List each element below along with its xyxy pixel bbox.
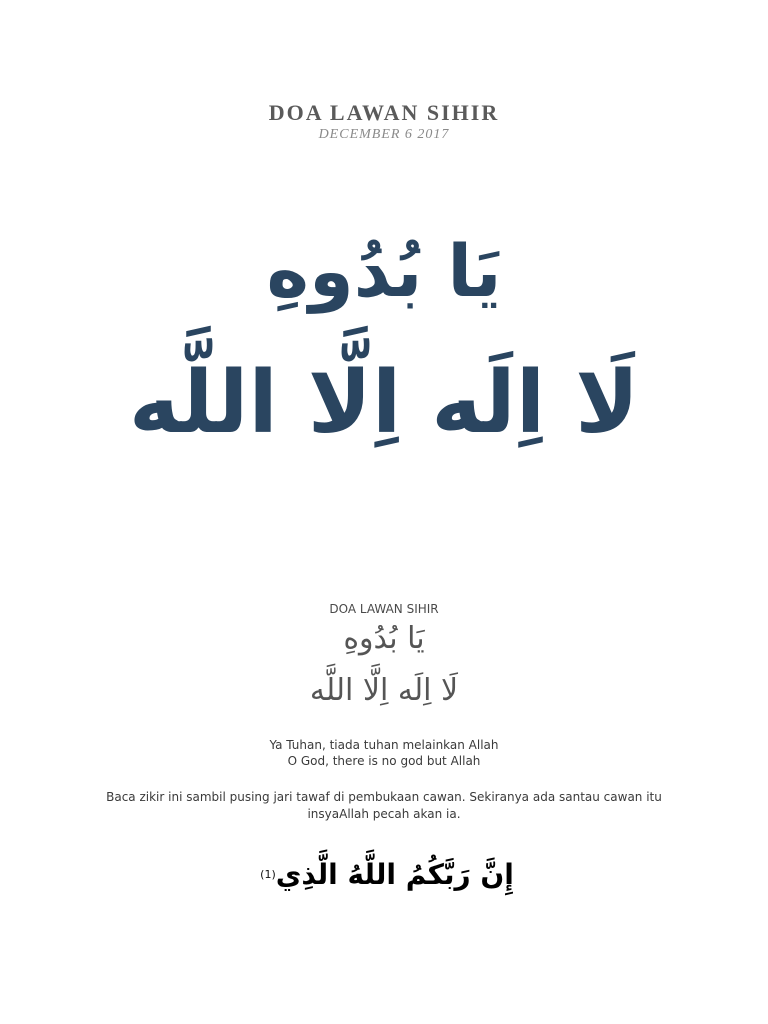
instruction-paragraph: Baca zikir ini sambil pusing jari tawaf di pembukaan cawan. Sekiranya ada santau cawan itu insyaAllah pecah akan ia. xyxy=(106,790,662,821)
arabic-line-2: لَا اِلَه اِلَّا اللَّه xyxy=(309,673,459,708)
verse-arabic: إِنَّ رَبَّكُمُ اللَّهُ الَّذِي xyxy=(275,858,514,891)
translation-english: O God, there is no god but Allah xyxy=(287,754,481,768)
document-date: DECEMBER 6 2017 xyxy=(318,127,450,142)
section-title: DOA LAWAN SIHIR xyxy=(329,602,439,616)
arabic-line-1: يَا بُدُوهِ xyxy=(343,621,425,656)
verse-line xyxy=(0,858,768,891)
verse-number: (1) xyxy=(260,868,276,881)
hero-arabic-line-2: لَا اِلَه اِلَّا اللَّه xyxy=(128,353,640,453)
translation-malay: Ya Tuhan, tiada tuhan melainkan Allah xyxy=(269,738,499,752)
document-title: DOA LAWAN SIHIR xyxy=(268,100,500,125)
hero-arabic-line-1: يَا بُدُوهِ xyxy=(266,229,502,313)
